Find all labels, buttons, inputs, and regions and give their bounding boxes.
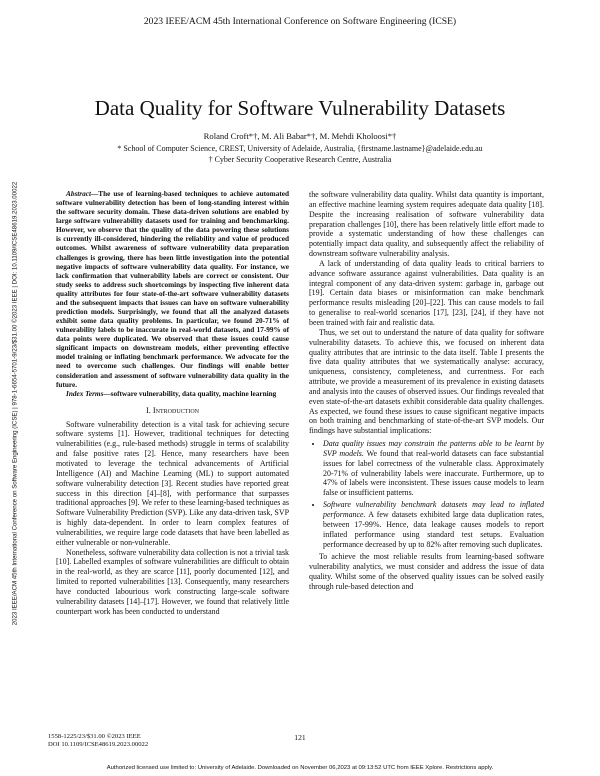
right-column [309, 190, 544, 592]
body-paragraph: the software vulnerability data quality. Whilst data quantity is important, an effective machine learning system requires adequate data quality [18]. Despite the increasing realisation of software vulnerability data preparation challenges [10], there has been relatively little effort made to provide a systematic understanding of how these challenges can potentially impact data quality, and subsequently affect the reliability of downstream software vulnerability analysis. [309, 190, 544, 259]
implications-list [309, 439, 544, 549]
side-doi-strip: 2023 IEEE/ACM 45th International Conference on Software Engineering (ICSE) | 978-1-6654-5701-9/23/$31.00 ©2023 IEEE | DOI: 10.1109/ICSE48619.2023.00022 [11, 181, 19, 626]
body-paragraph: A lack of understanding of data quality leads to critical barriers to advance software assurance against vulnerabilities. Data quality is an integral component of any data-driven system: garbage in, garbage out [19]. Certain data biases or misinformation can make benchmark performance results misleading [20]–[22]. This can cause models to fail to generalise to real-world scenarios [17], [23], [24], if they have not been trained with fair and realistic data. [309, 258, 544, 327]
body-paragraph: Nonetheless, software vulnerability data collection is not a trivial task [10]. Labelled examples of software vulnerabilities are difficult to obtain in the real-world, as they are scarce [11], poorly documented [12], and limited to reported vulnerabilities [13]. Consequently, many researchers have conducted labourious work constructing large-scale software vulnerability datasets [14]–[17]. However, we found that relatively little counterpart work has been conducted to understand [56, 547, 289, 616]
section-heading: I. Introduction [145, 405, 199, 415]
list-item: • Data quality issues may constrain the patterns able to be learnt by SVP models. We found that real-world datasets can face substantial issues for label correctness of the vulnerable class. Approximately 20-71% of vulnerability labels were inaccurate. Furthermore, up to 47% of labels were inconsistent. These issues cause models to learn false or insufficient patterns. [323, 439, 544, 498]
index-terms-label: Index Terms [66, 389, 104, 398]
authorized-use-notice: Authorized licensed use limited to: University of Adelaide. Downloaded on November 06,2023 at 09:13:52 UTC from IEEE Xplore. Restrictions apply. [106, 765, 494, 771]
paper-title: Data Quality for Software Vulnerability Datasets [94, 96, 506, 120]
body-paragraph: To achieve the most reliable results from learning-based software vulnerability analytics, we must consider and address the issue of data quality. Whilst some of the observed quality issues can be solved easily through rule-based detection and [309, 552, 544, 591]
abstract-text: —The use of learning-based techniques to achieve automated software vulnerability detection has been of long-standing interest within the software security domain. These data-driven solutions are enabled by large software vulnerability datasets used for training and benchmarking. However, we observe that the quality of the data powering these solutions is currently ill-considered, hindering the reliability and value of produced outcomes. Whilst awareness of software vulnerability data preparation challenges is growing, there has been little investigation into the potential negative impacts of software vulnerability data quality. For instance, we lack confirmation that vulnerability labels are correct or consistent. Our study seeks to address such shortcomings by inspecting five inherent data quality attributes for four state-of-the-art software vulnerability datasets and the subsequent impacts that issues can have on software vulnerability prediction models. Surprisingly, we found that all the analyzed datasets exhibit some data quality problems. In particular, we found 20-71% of vulnerability labels to be inaccurate in real-world datasets, and 17-99% of data points were duplicated. We observed that these issues could cause significant impacts on downstream models, either preventing effective model training or inflating benchmark performance. We advocate for the need to overcome such challenges. Our findings will enable better consideration and assessment of software vulnerability data quality in the future. [56, 190, 289, 389]
copyright-line: 1558-1225/23/$31.00 ©2023 IEEE [48, 733, 141, 740]
body-paragraph: Software vulnerability detection is a vital task for achieving secure software systems [1]. However, traditional techniques for detecting vulnerabilities (e.g., rule-based methods) struggle in terms of scalability and false positive rates [2]. Hence, many researchers have been motivated to leverage the technical advancements of Artificial Intelligence (AI) and Machine Learning (ML) to support automated software vulnerability detection [3]. Recent studies have reported great success in this direction [4]–[8], with performance that surpasses traditional approaches [9]. We refer to these learning-based techniques as Software Vulnerability Prediction (SVP). Like any data-driven task, SVP is highly data-dependent. In order to learn complex features of vulnerabilities, we require large code datasets that have been labelled as either vulnerable or non-vulnerable. [56, 419, 289, 547]
affiliation-1: * School of Computer Science, CREST, University of Adelaide, Australia, {firstname.lastname}@adelaide.edu.au [117, 144, 483, 153]
conference-header: 2023 IEEE/ACM 45th International Conference on Software Engineering (ICSE) [143, 16, 457, 27]
body-paragraph: Thus, we set out to understand the nature of data quality for software vulnerability datasets. To achieve this, we focused on inherent data quality attributes that are intrinsic to the data itself. Table I presents the five data quality attributes that we systematically analyse: accuracy, uniqueness, consistency, completeness, and currentness. For each attribute, we provide a measurement of its prevalence in existing datasets and analysis into the causes of observed issues. Our findings revealed that even state-of-the-art datasets exhibit considerable data quality challenges. As expected, we found these issues to cause significant negative impacts on both training and benchmarking of state-of-the-art SVP models. Our findings have substantial implications: [309, 327, 544, 436]
index-terms-text: —software vulnerability, data quality, machine learning [103, 389, 277, 398]
list-item: • Software vulnerability benchmark datasets may lead to inflated performance. A few datasets exhibited large data duplication rates, between 17-99%. Hence, data leakage causes models to report inflated performance using standard test setups. Evaluation performance decreased by up to 82% after removing such duplicates. [323, 500, 544, 549]
author-list: Roland Croft*†, M. Ali Babar*†, M. Mehdi Kholoosi*† [203, 131, 397, 141]
affiliation-2: † Cyber Security Cooperative Research Centre, Australia [208, 155, 392, 164]
doi-line: DOI 10.1109/ICSE48619.2023.00022 [48, 741, 149, 748]
abstract-label: Abstract [66, 190, 91, 198]
index-terms [56, 390, 289, 399]
abstract [56, 190, 289, 390]
page-number: 121 [294, 733, 306, 742]
left-column [56, 190, 289, 617]
